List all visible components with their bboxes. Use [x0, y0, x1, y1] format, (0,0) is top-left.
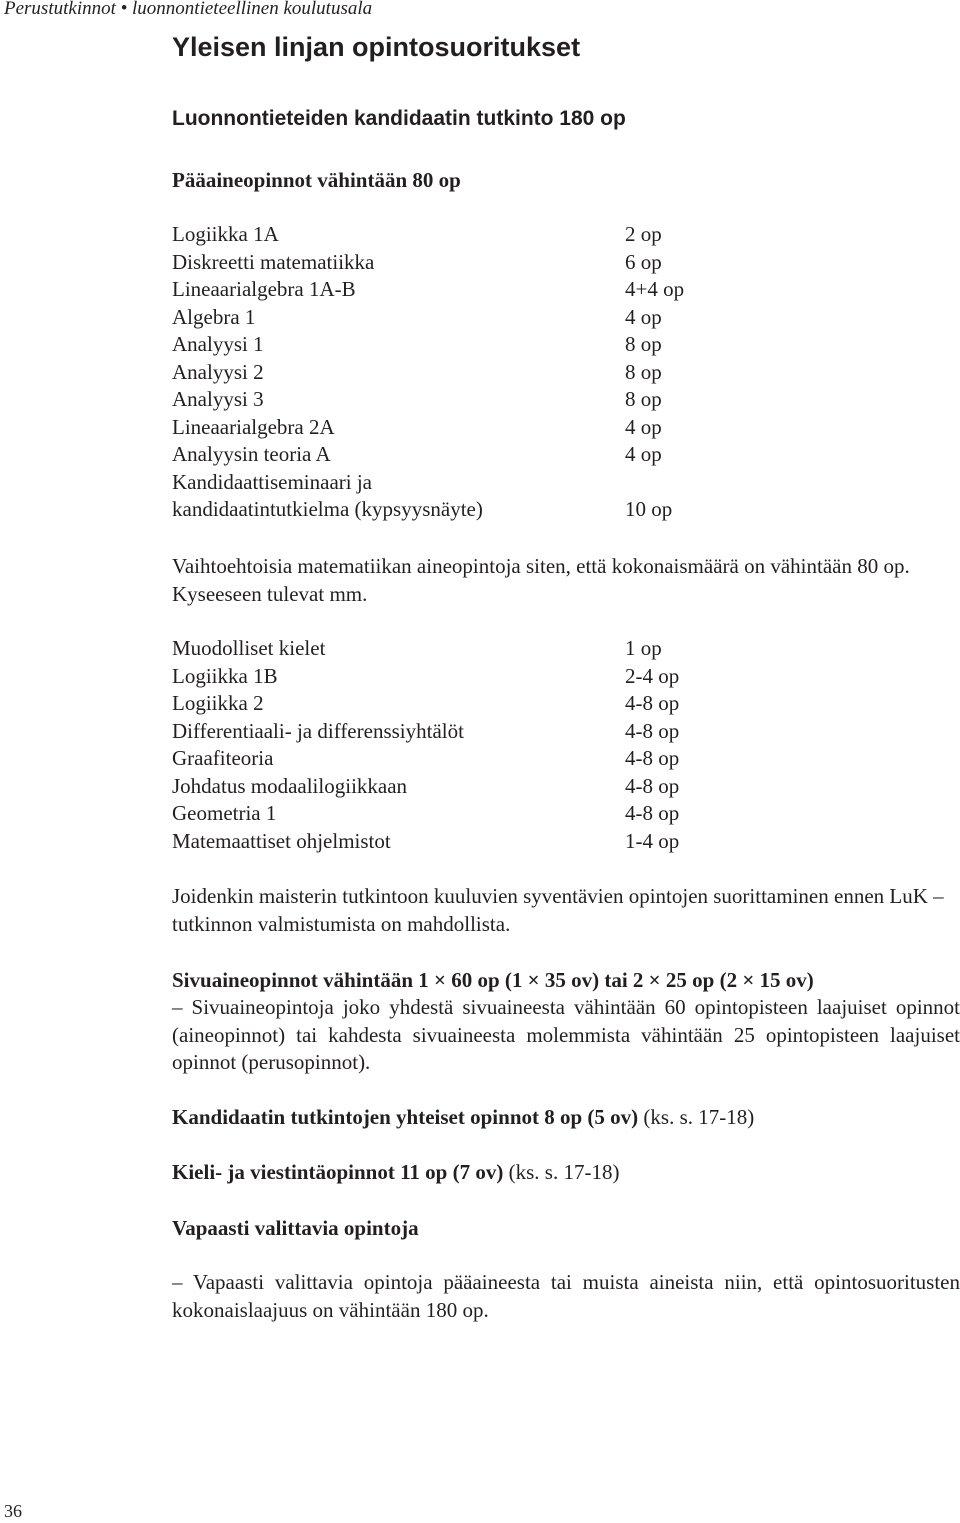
- course-name: Algebra 1: [172, 304, 256, 329]
- course-credits: 8 op: [625, 359, 662, 384]
- course-credits: 1-4 op: [625, 828, 680, 853]
- running-header: Perustutkinnot • luonnontieteellinen koulutusala: [4, 0, 373, 19]
- course-name: Analyysi 2: [172, 359, 264, 384]
- course-credits: 4+4 op: [625, 277, 685, 301]
- page-title: Yleisen linjan opintosuoritukset: [172, 32, 581, 62]
- course-credits: 8 op: [625, 387, 662, 411]
- course-credits: 2 op: [625, 222, 662, 246]
- major-note: Vaihtoehtoisia matematiikan aineopintoja siten, että kokonaismäärä on vähintään 80 op. Kyseeseen tulevat mm.: [172, 554, 910, 606]
- course-name: Logiikka 1A: [172, 222, 279, 246]
- course-name: Logiikka 2: [172, 691, 264, 715]
- master-courses-note: Joidenkin maisterin tutkintoon kuuluvien syventävien opintojen suorittaminen ennen LuK –tutkinnon valmistumista on mahdollista.: [172, 884, 944, 936]
- page-number: 36: [4, 1501, 22, 1521]
- language-studies-line: [172, 1159, 960, 1187]
- course-name: Differentiaali- ja differenssiyhtälöt: [172, 718, 464, 743]
- course-name: Matemaattiset ohjelmistot: [172, 828, 391, 853]
- course-name: Analyysin teoria A: [172, 442, 331, 466]
- course-credits: 2-4 op: [625, 663, 680, 688]
- course-name: Diskreetti matematiikka: [172, 249, 375, 274]
- course-credits: 4 op: [625, 442, 662, 466]
- course-credits: 4 op: [625, 304, 662, 329]
- common-studies-line: [172, 1104, 960, 1132]
- elective-studies-heading: Vapaasti valittavia opintoja: [172, 1216, 419, 1240]
- course-name: Graafiteoria: [172, 746, 274, 770]
- language-studies-ref: (ks. s. 17-18): [503, 1160, 620, 1184]
- course-credits: 6 op: [625, 249, 662, 274]
- common-studies-ref: (ks. s. 17-18): [638, 1105, 755, 1129]
- course-credits: 10 op: [625, 497, 673, 521]
- course-credits: 4-8 op: [625, 801, 680, 825]
- course-name: Analyysi 1: [172, 332, 264, 356]
- course-name: Logiikka 1B: [172, 663, 278, 688]
- course-credits: 4-8 op: [625, 746, 680, 770]
- minor-studies-heading: Sivuaineopinnot vähintään 1 × 60 op (1 × 35 ov) tai 2 × 25 op (2 × 15 ov): [172, 968, 814, 992]
- language-studies-heading: Kieli- ja viestintäopinnot 11 op (7 ov): [172, 1160, 504, 1184]
- degree-subtitle: Luonnontieteiden kandidaatin tutkinto 180 op: [172, 107, 626, 130]
- course-name: Kandidaattiseminaari ja kandidaatintutkielma (kypsyysnäyte): [172, 469, 483, 521]
- course-name: Analyysi 3: [172, 387, 264, 411]
- elective-studies-text: – Vapaasti valittavia opintoja pääaineesta tai muista aineista niin, että opintosuoritusten kokonaislaajuus on vähintään 180 op.: [172, 1270, 960, 1322]
- course-name: Lineaarialgebra 2A: [172, 414, 335, 439]
- course-credits: 8 op: [625, 332, 662, 356]
- course-credits: 4 op: [625, 414, 662, 439]
- course-name: Lineaarialgebra 1A-B: [172, 277, 356, 301]
- course-credits: 4-8 op: [625, 718, 680, 743]
- major-studies-heading: Pääaineopinnot vähintään 80 op: [172, 168, 461, 192]
- minor-studies-text: – Sivuaineopintoja joko yhdestä sivuaineesta vähintään 60 opintopisteen laajuiset opinnot (aineopinnot) tai kahdesta sivuaineesta molemmista vähintään 25 opintopisteen laajuiset opinnot (perusopinnot).: [172, 995, 960, 1074]
- course-credits: 4-8 op: [625, 691, 680, 715]
- course-name: Muodolliset kielet: [172, 636, 326, 660]
- course-name: Geometria 1: [172, 801, 277, 825]
- course-credits: 4-8 op: [625, 773, 680, 798]
- course-name: Johdatus modaalilogiikkaan: [172, 773, 408, 798]
- course-credits: 1 op: [625, 636, 662, 660]
- common-studies-heading: Kandidaatin tutkintojen yhteiset opinnot 8 op (5 ov): [172, 1105, 639, 1129]
